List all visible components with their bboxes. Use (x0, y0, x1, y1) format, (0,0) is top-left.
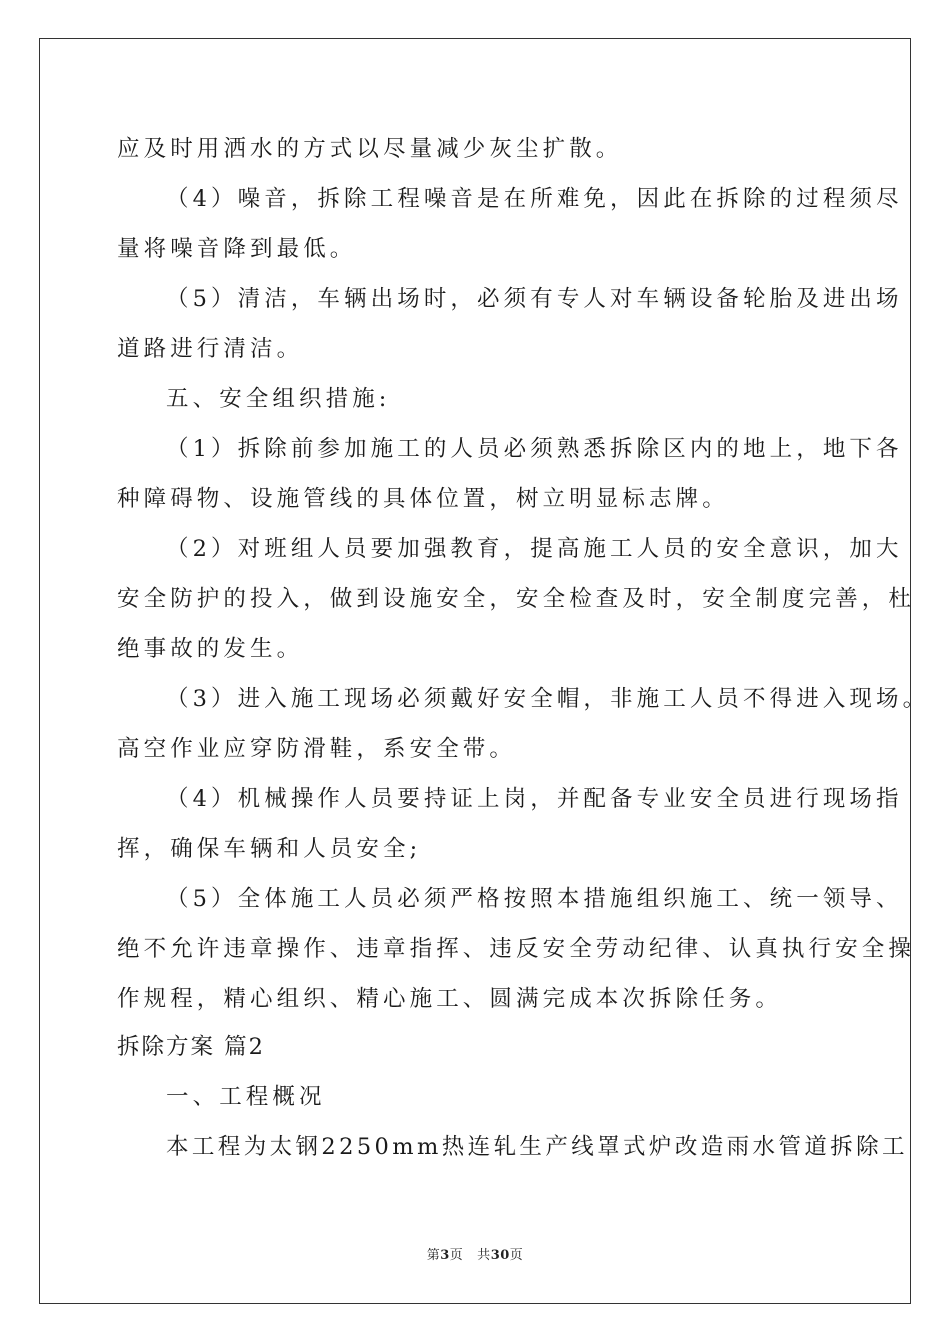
page-footer (0, 1244, 950, 1263)
paragraph-line: （3）进入施工现场必须戴好安全帽，非施工人员不得进入现场。 (166, 686, 930, 712)
paragraph-line: 作规程，精心组织、精心施工、圆满完成本次拆除任务。 (117, 986, 783, 1012)
footer-page-number: 3 (440, 1248, 450, 1263)
footer-total-suffix: 页 (509, 1248, 524, 1263)
paragraph-line: 高空作业应穿防滑鞋，系安全带。 (117, 736, 517, 762)
footer-total-prefix: 共 (477, 1248, 491, 1263)
paragraph-line: （2）对班组人员要加强教育，提高施工人员的安全意识，加大 (166, 536, 903, 562)
paragraph-line: （5）全体施工人员必须严格按照本措施组织施工、统一领导、 (166, 886, 903, 912)
chapter-title: 拆除方案 篇2 (117, 1034, 265, 1060)
footer-total-pages: 30 (490, 1248, 510, 1263)
paragraph-line: 种障碍物、设施管线的具体位置，树立明显标志牌。 (117, 486, 729, 512)
paragraph-line: （4）机械操作人员要持证上岗，并配备专业安全员进行现场指 (166, 786, 903, 812)
footer-prefix: 第 (426, 1248, 441, 1263)
paragraph-line: （5）清洁，车辆出场时，必须有专人对车辆设备轮胎及进出场 (166, 286, 903, 312)
paragraph-line: 应及时用洒水的方式以尽量减少灰尘扩散。 (117, 136, 623, 162)
paragraph-line: 道路进行清洁。 (117, 336, 304, 362)
paragraph-line: 本工程为太钢2250mm热连轧生产线罩式炉改造雨水管道拆除工 (166, 1134, 908, 1160)
paragraph-line: 绝不允许违章操作、违章指挥、违反安全劳动纪律、认真执行安全操 (117, 936, 916, 962)
paragraph-line: （1）拆除前参加施工的人员必须熟悉拆除区内的地上，地下各 (166, 436, 903, 462)
paragraph-line: 绝事故的发生。 (117, 636, 304, 662)
paragraph-line: （4）噪音，拆除工程噪音是在所难免，因此在拆除的过程须尽 (166, 186, 903, 212)
paragraph-line: 量将噪音降到最低。 (117, 236, 357, 262)
section-heading: 一、工程概况 (166, 1084, 326, 1110)
section-heading: 五、安全组织措施: (166, 386, 391, 412)
paragraph-line: 安全防护的投入，做到设施安全，安全检查及时，安全制度完善，杜 (117, 586, 916, 612)
paragraph-line: 挥，确保车辆和人员安全; (117, 836, 422, 862)
footer-page-suffix: 页 (449, 1248, 464, 1263)
page-border (39, 38, 911, 1304)
